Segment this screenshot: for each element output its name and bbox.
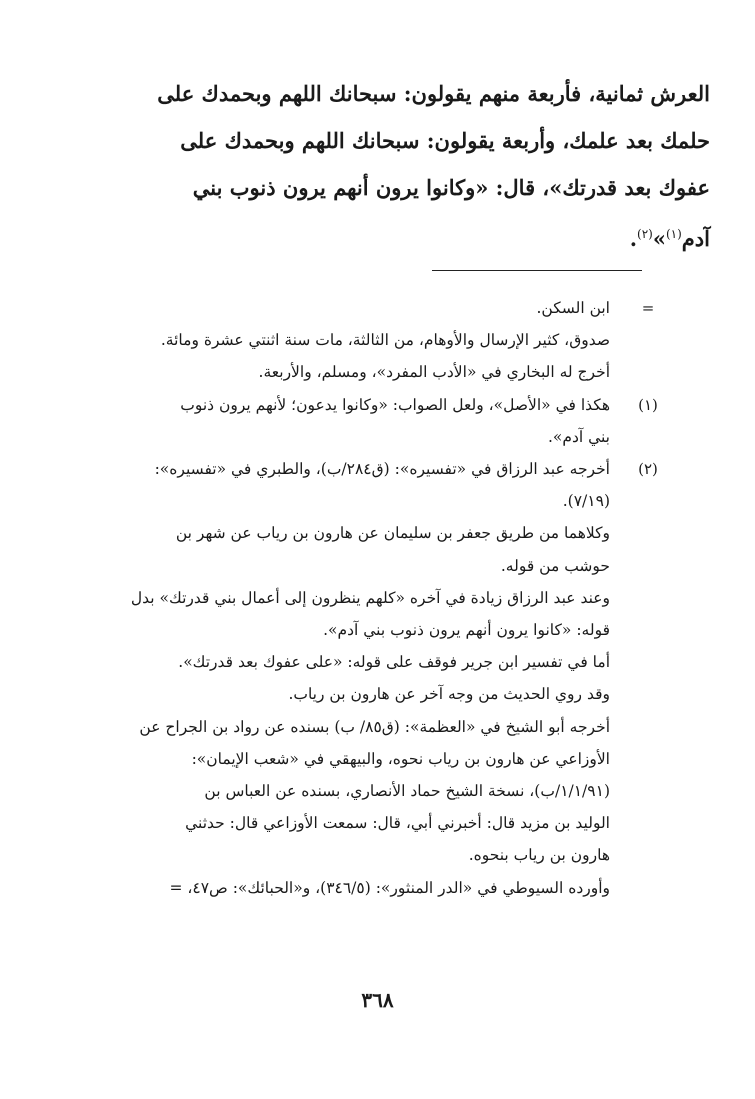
main-text-line: عفوك بعد قدرتك»، قال: «وكانوا يرون أنهم يرون ذنوب بني xyxy=(192,175,710,200)
footnote-line: وعند عبد الرزاق زيادة في آخره «كلهم ينظرون إلى أعمال بني قدرتك» بدل xyxy=(130,588,610,607)
main-text-line: حلمك بعد علمك، وأربعة يقولون: سبحانك اللهم وبحمدك على xyxy=(180,128,710,153)
footnote-line: أخرجه أبو الشيخ في «العظمة»: (ق٨٥/ ب) بسنده عن رواد بن الجراح عن xyxy=(139,717,610,736)
main-text-fragment: آدم xyxy=(681,226,710,251)
footnote-line: بني آدم». xyxy=(547,427,610,446)
page-number: ٣٦٨ xyxy=(361,988,394,1012)
continuation-marker: = xyxy=(641,299,655,317)
footnote-line: وأورده السيوطي في «الدر المنثور»: (٣٤٦/٥)، و«الحبائك»: ص٤٧، = xyxy=(169,878,610,897)
footnote-line: وقد روي الحديث من وجه آخر عن هارون بن رياب. xyxy=(288,685,610,704)
footnote-line: أما في تفسير ابن جرير فوقف على قوله: «على عفوك بعد قدرتك». xyxy=(178,653,610,672)
footnote-line: (١/١/٩١/ب)، نسخة الشيخ حماد الأنصاري، بسنده عن العباس بن xyxy=(204,782,610,801)
footnote-number: (٢) xyxy=(638,460,658,479)
main-text-fragment: » xyxy=(652,226,666,251)
main-text xyxy=(82,70,710,262)
footnotes xyxy=(60,292,660,904)
main-text-fragment: . xyxy=(629,226,638,251)
footnote-1 xyxy=(60,389,660,453)
footnote-line: (٧/١٩). xyxy=(562,492,610,511)
main-text-last-line xyxy=(82,211,710,262)
footnote-line: هكذا في «الأصل»، ولعل الصواب: «وكانوا يدعون؛ لأنهم يرون ذنوب xyxy=(180,395,610,414)
footnote-continued xyxy=(60,292,660,389)
footnote-ref-1: (١) xyxy=(665,227,682,241)
footnote-line: قوله: «كانوا يرون أنهم يرون ذنوب بني آدم». xyxy=(323,621,610,640)
footnote-line: أخرجه عبد الرزاق في «تفسيره»: (ق٢٨٤/ب)، والطبري في «تفسيره»: xyxy=(154,460,610,479)
footnote-line: أخرج له البخاري في «الأدب المفرد»، ومسلم، والأربعة. xyxy=(258,363,610,382)
footnote-line: ابن السكن. xyxy=(536,299,610,317)
footnote-line: هارون بن رياب بنحوه. xyxy=(468,846,610,865)
footnote-line: حوشب من قوله. xyxy=(500,556,610,575)
footnote-ref-2: (٢) xyxy=(637,227,653,241)
footnote-2 xyxy=(60,453,660,904)
footnote-line: صدوق، كثير الإرسال والأوهام، من الثالثة، مات سنة اثنتي عشرة ومائة. xyxy=(160,331,610,350)
footnote-number: (١) xyxy=(638,395,658,414)
main-text-line: العرش ثمانية، فأربعة منهم يقولون: سبحانك اللهم وبحمدك على xyxy=(157,81,710,106)
footnote-line: الأوزاعي عن هارون بن رياب نحوه، والبيهقي في «شعب الإيمان»: xyxy=(191,749,610,768)
footnote-line: الوليد بن مزيد قال: أخبرني أبي، قال: سمعت الأوزاعي قال: حدثني xyxy=(185,814,610,833)
footnote-line: وكلاهما من طريق جعفر بن سليمان عن هارون بن رياب عن شهر بن xyxy=(175,524,610,543)
footnote-separator xyxy=(432,270,642,271)
